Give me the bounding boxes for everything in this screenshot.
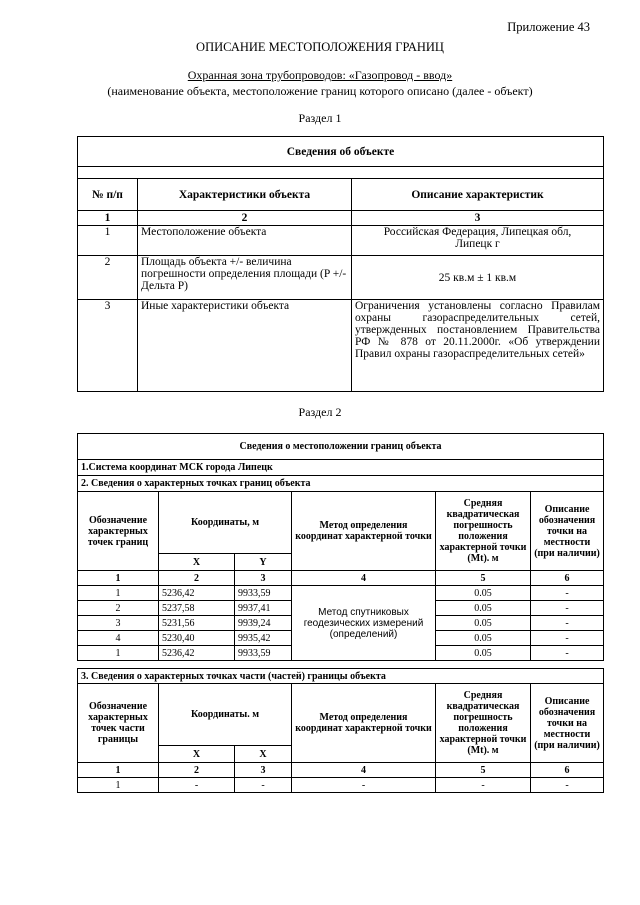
index-cell: 1 [78,763,159,778]
point-desc: - [531,586,604,601]
point-name: 1 [78,646,159,661]
row-num: 2 [78,256,138,300]
point-x: 5236,42 [159,586,235,601]
h-method: Метод определения координат характерной точки [292,492,436,571]
index-cell: 3 [352,211,604,226]
point-y: 9933,59 [235,586,292,601]
point-mt: 0.05 [436,601,531,616]
parts-heading: 3. Сведения о характерных точках части (частей) границы объекта [78,669,604,684]
point-desc: - [531,631,604,646]
points-heading: 2. Сведения о характерных точках границ объекта [78,476,604,492]
point-y: 9937,41 [235,601,292,616]
part-y: - [235,778,292,793]
part-desc: - [531,778,604,793]
point-x: 5237,58 [159,601,235,616]
h-x: X [159,746,235,763]
row-desc: 25 кв.м ± 1 кв.м [352,256,604,300]
point-y: 9939,24 [235,616,292,631]
point-name: 1 [78,586,159,601]
point-y: 9935,42 [235,631,292,646]
part-method: - [292,778,436,793]
row-char: Иные характеристики объекта [138,300,352,392]
page-title: ОПИСАНИЕ МЕСТОПОЛОЖЕНИЯ ГРАНИЦ [196,40,444,54]
index-cell: 1 [78,571,159,586]
point-x: 5230,40 [159,631,235,646]
spacer-row [78,167,604,179]
section-2-label: Раздел 2 [298,405,342,419]
point-desc: - [531,616,604,631]
part-point-name: 1 [78,778,159,793]
index-cell: 2 [159,763,235,778]
h-error: Средняя квадратическая погрешность положения характерной точки (Mt). м [436,684,531,763]
row-num: 1 [78,226,138,256]
point-mt: 0.05 [436,646,531,661]
col-char-header: Характеристики объекта [138,179,352,211]
index-cell: 4 [292,571,436,586]
section-1-label: Раздел 1 [298,111,342,125]
appendix-label: Приложение 43 [507,20,590,34]
index-cell: 3 [235,763,292,778]
h-x: X [235,746,292,763]
point-y: 9933,59 [235,646,292,661]
h-coords: Координаты, м [159,492,292,554]
boundaries-title: Сведения о местоположении границ объекта [78,434,604,460]
row-char: Площадь объекта +/- величина погрешности определения площади (P +/- Дельта P) [138,256,352,300]
h-error: Средняя квадратическая погрешность положения характерной точки (Mt). м [436,492,531,571]
point-x: 5236,42 [159,646,235,661]
h-method: Метод определения координат характерной точки [292,684,436,763]
h-designation: Обозначение характерных точек границ [78,492,159,571]
h-description: Описание обозначения точки на местности (при наличии) [531,684,604,763]
point-method: Метод спутниковых геодезических измерений (определений) [292,586,436,661]
point-name: 3 [78,616,159,631]
row-desc: Российская Федерация, Липецкая обл, Липецк г [352,226,604,256]
index-cell: 1 [78,211,138,226]
index-cell: 6 [531,763,604,778]
table-row [78,778,604,793]
index-cell: 2 [159,571,235,586]
index-cell: 3 [235,571,292,586]
object-info-title: Сведения об объекте [78,137,604,167]
object-note: (наименование объекта, местоположение границ которого описано (далее - объект) [107,84,533,98]
h-description: Описание обозначения точки на местности (при наличии) [531,492,604,571]
coord-system: 1.Система координат МСК города Липецк [78,460,604,476]
index-cell: 6 [531,571,604,586]
point-mt: 0.05 [436,586,531,601]
h-coords: Координаты. м [159,684,292,746]
col-num-header: № п/п [78,179,138,211]
h-x: X [159,554,235,571]
index-cell: 2 [138,211,352,226]
point-name: 4 [78,631,159,646]
index-cell: 4 [292,763,436,778]
h-y: Y [235,554,292,571]
object-info-table [77,136,604,392]
table-row [78,586,604,601]
part-x: - [159,778,235,793]
parts-table [77,668,604,793]
point-name: 2 [78,601,159,616]
h-designation: Обозначение характерных точек части границы [78,684,159,763]
row-num: 3 [78,300,138,392]
row-desc: Ограничения установлены согласно Правилам охраны газораспределительных сетей, утвержденных постановлением Правительства РФ № 878 от 20.11.2000г. «Об утверждении Правил охраны газораспределительных сетей» [352,300,604,392]
object-name: Охранная зона трубопроводов: «Газопровод - ввод» [187,68,453,82]
col-desc-header: Описание характеристик [352,179,604,211]
index-cell: 5 [436,571,531,586]
point-mt: 0.05 [436,631,531,646]
point-desc: - [531,646,604,661]
part-mt: - [436,778,531,793]
point-mt: 0.05 [436,616,531,631]
row-char: Местоположение объекта [138,226,352,256]
point-x: 5231,56 [159,616,235,631]
point-desc: - [531,601,604,616]
index-cell: 5 [436,763,531,778]
boundaries-table [77,433,604,661]
